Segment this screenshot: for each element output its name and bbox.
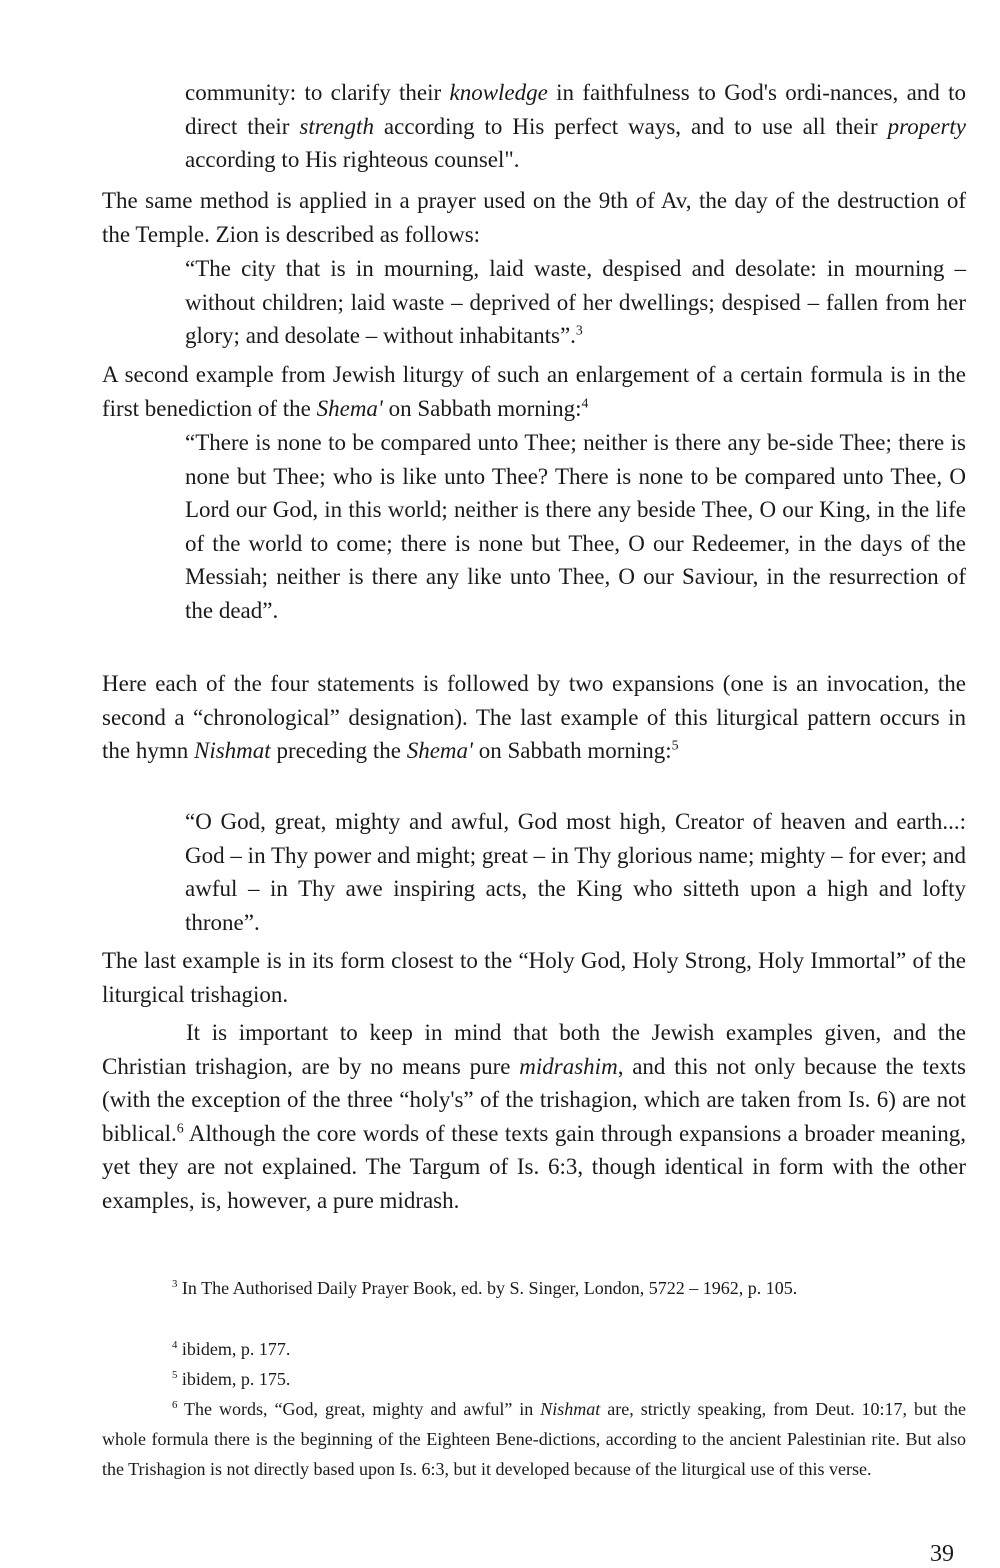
footnote-mark: 5 [172, 1369, 178, 1381]
footnote-ref: 3 [575, 322, 583, 338]
footnote-text: The words, “God, great, mighty and awful” in [177, 1399, 541, 1419]
paragraph-ninth-of-av: The same method is applied in a prayer used on the 9th of Av, the day of the destruction of the Temple. Zion is described as follows: [102, 188, 966, 247]
italic-term: strength [299, 113, 374, 139]
footnote-text: In The Authorised Daily Prayer Book, ed. by S. Singer, London, 5722 – 1962, p. 105. [177, 1278, 798, 1298]
quote-zion [185, 252, 966, 353]
text-run: It is important to keep in mind that both the Jewish examples given, and the Christian trishagion, are by no means pure [102, 1020, 966, 1079]
text-run: A second example from Jewish liturgy of such an enlargement of a certain formula is in the first benediction of the [102, 362, 966, 421]
footnote-3 [102, 1273, 966, 1303]
footnote-text: ibidem, p. 175. [177, 1369, 291, 1389]
quote-none-compared: “There is none to be compared unto Thee; neither is there any be-side Thee; there is none but Thee; who is like unto Thee? There is none to be compared unto Thee, O Lord our God, in this world; neither is there any beside Thee, O our King, in the life of the world to come; there is none but Thee, O our Redeemer, in the days of the Messiah; neither is there any like unto Thee, O our Saviour, in the resurrection of the dead”. [185, 430, 966, 623]
quote-community [185, 76, 966, 177]
text-run: , and this not only because the texts (with the exception of the three “holy's” of the trishagion, which are taken from Is. 6) are not biblical. [102, 1053, 966, 1146]
footnote-text: ibidem, p. 177. [177, 1339, 291, 1359]
text-run: Here each of the four statements is followed by two expansions (one is an invocation, the second a “chronological” designation). The last example of this liturgical pattern occurs in the hymn [102, 671, 966, 763]
italic-term: Nishmat [194, 738, 271, 763]
footnote-mark: 4 [172, 1339, 178, 1351]
paragraph-important [102, 1016, 966, 1217]
paragraph-last-example: The last example is in its form closest to the “Holy God, Holy Strong, Holy Immortal” of the liturgical trishagion. [102, 948, 966, 1007]
page-number: 39 [930, 1541, 954, 1567]
quote-o-god: “O God, great, mighty and awful, God most high, Creator of heaven and earth...: God – in Thy power and might; great – in Thy glorious name; mighty – for ever; and awful – in Thy awe inspiring acts, the King who sitteth upon a high and lofty throne”. [185, 809, 966, 935]
text-run: Although the core words of these texts gain through expansions a broader meaning, yet they are not explained. The Targum of Is. 6:3, though identical in form with the other examples, is, however, a pure midrash. [102, 1120, 966, 1213]
footnote-mark: 3 [172, 1278, 178, 1290]
text-run: community: to clarify their [185, 80, 450, 105]
footnote-text: are, strictly speaking, from Deut. 10:17, but the whole formula there is the beginning of the Eighteen Bene-dictions, according to the ancient Palestinian rite. But also the Trishagion is not directly based upon Is. 6:3, but it developed because of the liturgical use of this verse. [102, 1399, 966, 1479]
text-run: preceding the [270, 738, 407, 763]
footnote-6 [102, 1394, 966, 1484]
footnote-4 [172, 1334, 966, 1364]
italic-term: Shema' [406, 738, 473, 763]
footnote-mark: 6 [172, 1399, 178, 1411]
italic-term: Shema' [316, 395, 383, 421]
italic-term: knowledge [449, 80, 548, 105]
text-run: according to His perfect ways, and to use all their [373, 113, 888, 139]
italic-term: midrashim [519, 1053, 618, 1079]
footnote-5 [172, 1364, 966, 1394]
footnote-ref: 6 [176, 1119, 184, 1135]
text-run: on Sabbath morning: [382, 395, 582, 421]
footnote-ref: 4 [581, 394, 589, 410]
italic-term: property [887, 113, 966, 139]
footnote-ref: 5 [671, 737, 679, 753]
text-run: “The city that is in mourning, laid waste, despised and desolate: in mourning – without children; laid waste – deprived of her dwellings; despised – fallen from her glory; and desolate – without inhabitants”. [185, 256, 966, 348]
italic-term: Nishmat [540, 1399, 601, 1419]
paragraph-four-statements [102, 667, 966, 768]
text-run: on Sabbath morning: [472, 738, 672, 763]
paragraph-second-example [102, 358, 966, 425]
text-run: in faithfulness to God's ordi-nances, and to direct their [185, 80, 966, 139]
text-run: according to His righteous counsel". [185, 147, 520, 172]
